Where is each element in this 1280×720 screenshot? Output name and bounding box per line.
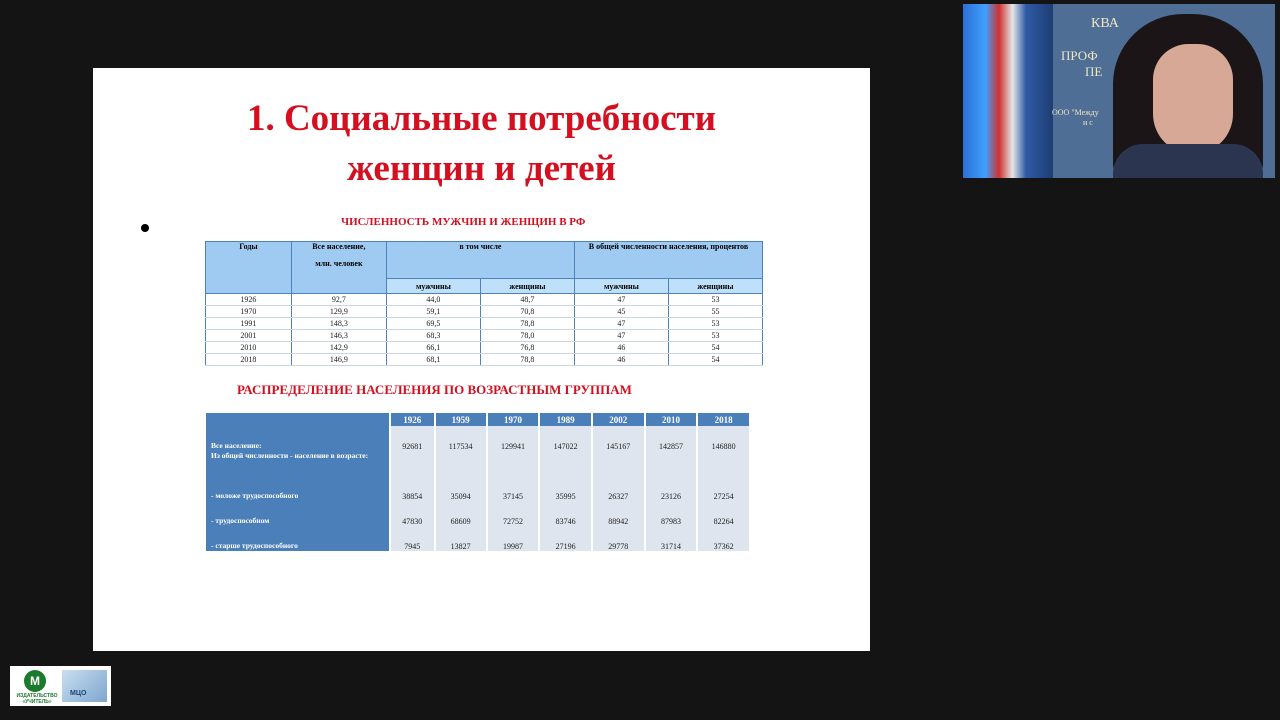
cell: 27196 <box>539 526 592 551</box>
cell: 68609 <box>435 501 487 526</box>
cell: 145167 <box>592 426 645 451</box>
header-total-label: Все население, <box>312 242 366 251</box>
cell: 68,3 <box>386 330 480 342</box>
presenter <box>1113 14 1263 178</box>
flag-backdrop <box>963 4 1053 178</box>
cell <box>435 451 487 476</box>
header-share: В общей численности населения, процентов <box>574 242 762 279</box>
cell: 129941 <box>487 426 540 451</box>
presentation-slide <box>93 68 870 651</box>
cell: 2018 <box>206 354 292 366</box>
cell: 78,8 <box>480 318 574 330</box>
cell: 70,8 <box>480 306 574 318</box>
cell: 37145 <box>487 476 540 501</box>
cell: 23126 <box>645 476 698 501</box>
year-header: 2002 <box>592 413 645 426</box>
cell: 2010 <box>206 342 292 354</box>
cell <box>390 451 435 476</box>
cell: 47 <box>574 318 668 330</box>
table-row <box>206 318 763 330</box>
cell: 47 <box>574 294 668 306</box>
cell: 37362 <box>697 526 750 551</box>
table-row <box>206 451 750 476</box>
year-header: 2010 <box>645 413 698 426</box>
table2-caption: РАСПРЕДЕЛЕНИЕ НАСЕЛЕНИЯ ПО ВОЗРАСТНЫМ ГРУППАМ <box>237 382 632 397</box>
row-label: - старше трудоспособного <box>206 526 390 551</box>
presenter-face <box>1153 44 1233 154</box>
cell: 78,8 <box>480 354 574 366</box>
cell: 55 <box>668 306 762 318</box>
table-row <box>206 501 750 526</box>
table-row <box>206 306 763 318</box>
population-gender-table <box>205 241 763 366</box>
wall-text: ПЕ <box>1085 64 1103 79</box>
row-label: - моложе трудоспособного <box>206 476 390 501</box>
wall-text: КВА <box>1091 16 1119 31</box>
age-groups-table <box>206 413 751 551</box>
cell: 54 <box>668 342 762 354</box>
header-men: мужчины <box>386 279 480 294</box>
cell: 148,3 <box>291 318 386 330</box>
row-label: - трудоспособном <box>206 501 390 526</box>
table-row <box>206 294 763 306</box>
slide-title <box>93 94 870 194</box>
cell: 47 <box>574 330 668 342</box>
bullet-point <box>141 224 149 232</box>
logo-text-line1: ИЗДАТЕЛЬСТВО <box>16 693 58 699</box>
logo-emblem-icon: М <box>24 670 46 692</box>
cell: 31714 <box>645 526 698 551</box>
year-header: 1959 <box>435 413 487 426</box>
webcam-video[interactable] <box>963 4 1275 178</box>
row-label: Из общей численности - население в возрасте: <box>206 451 390 476</box>
cell: 54 <box>668 354 762 366</box>
cell: 92681 <box>390 426 435 451</box>
table-row <box>206 476 750 501</box>
cell: 129,9 <box>291 306 386 318</box>
table-row <box>206 426 750 451</box>
row-label: Все население: <box>206 426 390 451</box>
cell: 78,0 <box>480 330 574 342</box>
cell: 88942 <box>592 501 645 526</box>
header-incl: в том числе <box>386 242 574 279</box>
cell: 13827 <box>435 526 487 551</box>
cell <box>539 451 592 476</box>
year-header: 1970 <box>487 413 540 426</box>
cell: 46 <box>574 354 668 366</box>
cell: 47830 <box>390 501 435 526</box>
cell <box>697 451 750 476</box>
wall-text: и с <box>1083 118 1093 127</box>
cell: 53 <box>668 294 762 306</box>
cell <box>592 451 645 476</box>
cell: 146880 <box>697 426 750 451</box>
cell: 38854 <box>390 476 435 501</box>
cell: 1926 <box>206 294 292 306</box>
cell: 147022 <box>539 426 592 451</box>
year-header: 1989 <box>539 413 592 426</box>
cell: 146,3 <box>291 330 386 342</box>
cell: 83746 <box>539 501 592 526</box>
year-header: 1926 <box>390 413 435 426</box>
wall-text: ПРОФ <box>1061 48 1098 63</box>
cell: 142857 <box>645 426 698 451</box>
cell: 1991 <box>206 318 292 330</box>
cell: 46 <box>574 342 668 354</box>
header-total <box>291 242 386 294</box>
header-women-pct: женщины <box>668 279 762 294</box>
publisher-logo <box>10 666 111 706</box>
header-years: Годы <box>206 242 292 294</box>
cell: 1970 <box>206 306 292 318</box>
cell: 53 <box>668 318 762 330</box>
header-total-unit: млн. человек <box>315 259 363 268</box>
slide-title-line1: 1. Социальные потребности <box>246 98 717 139</box>
cell: 29778 <box>592 526 645 551</box>
header-men-pct: мужчины <box>574 279 668 294</box>
cell: 92,7 <box>291 294 386 306</box>
table-row <box>206 354 763 366</box>
table1-caption: ЧИСЛЕННОСТЬ МУЖЧИН И ЖЕНЩИН В РФ <box>341 216 586 228</box>
header-women: женщины <box>480 279 574 294</box>
cell: 26327 <box>592 476 645 501</box>
cell <box>645 451 698 476</box>
logo-text <box>13 693 61 705</box>
cell: 35094 <box>435 476 487 501</box>
cell: 59,1 <box>386 306 480 318</box>
cell: 19987 <box>487 526 540 551</box>
table-row <box>206 330 763 342</box>
cell: 66,1 <box>386 342 480 354</box>
cell: 142,9 <box>291 342 386 354</box>
cell: 68,1 <box>386 354 480 366</box>
slide-title-line2: женщин и детей <box>347 148 616 189</box>
wall-text: ООО "Между <box>1052 108 1099 117</box>
cell <box>487 451 540 476</box>
presenter-body <box>1113 144 1263 178</box>
cell: 48,7 <box>480 294 574 306</box>
cell: 35995 <box>539 476 592 501</box>
cell: 117534 <box>435 426 487 451</box>
cell: 72752 <box>487 501 540 526</box>
table-header-row <box>206 413 750 426</box>
cell: 45 <box>574 306 668 318</box>
cell: 76,8 <box>480 342 574 354</box>
cell: 146,9 <box>291 354 386 366</box>
world-map-icon <box>62 670 107 702</box>
table-row <box>206 342 763 354</box>
cell: 69,5 <box>386 318 480 330</box>
logo-text-line2: «УЧИТЕЛЬ» <box>22 699 52 705</box>
corner-cell <box>206 413 390 426</box>
cell: 87983 <box>645 501 698 526</box>
cell: 82264 <box>697 501 750 526</box>
cell: 44,0 <box>386 294 480 306</box>
cell: 7945 <box>390 526 435 551</box>
cell: 53 <box>668 330 762 342</box>
table-row <box>206 526 750 551</box>
cell: 2001 <box>206 330 292 342</box>
cell: 27254 <box>697 476 750 501</box>
year-header: 2018 <box>697 413 750 426</box>
logo-map-label: МЦО <box>70 690 87 697</box>
